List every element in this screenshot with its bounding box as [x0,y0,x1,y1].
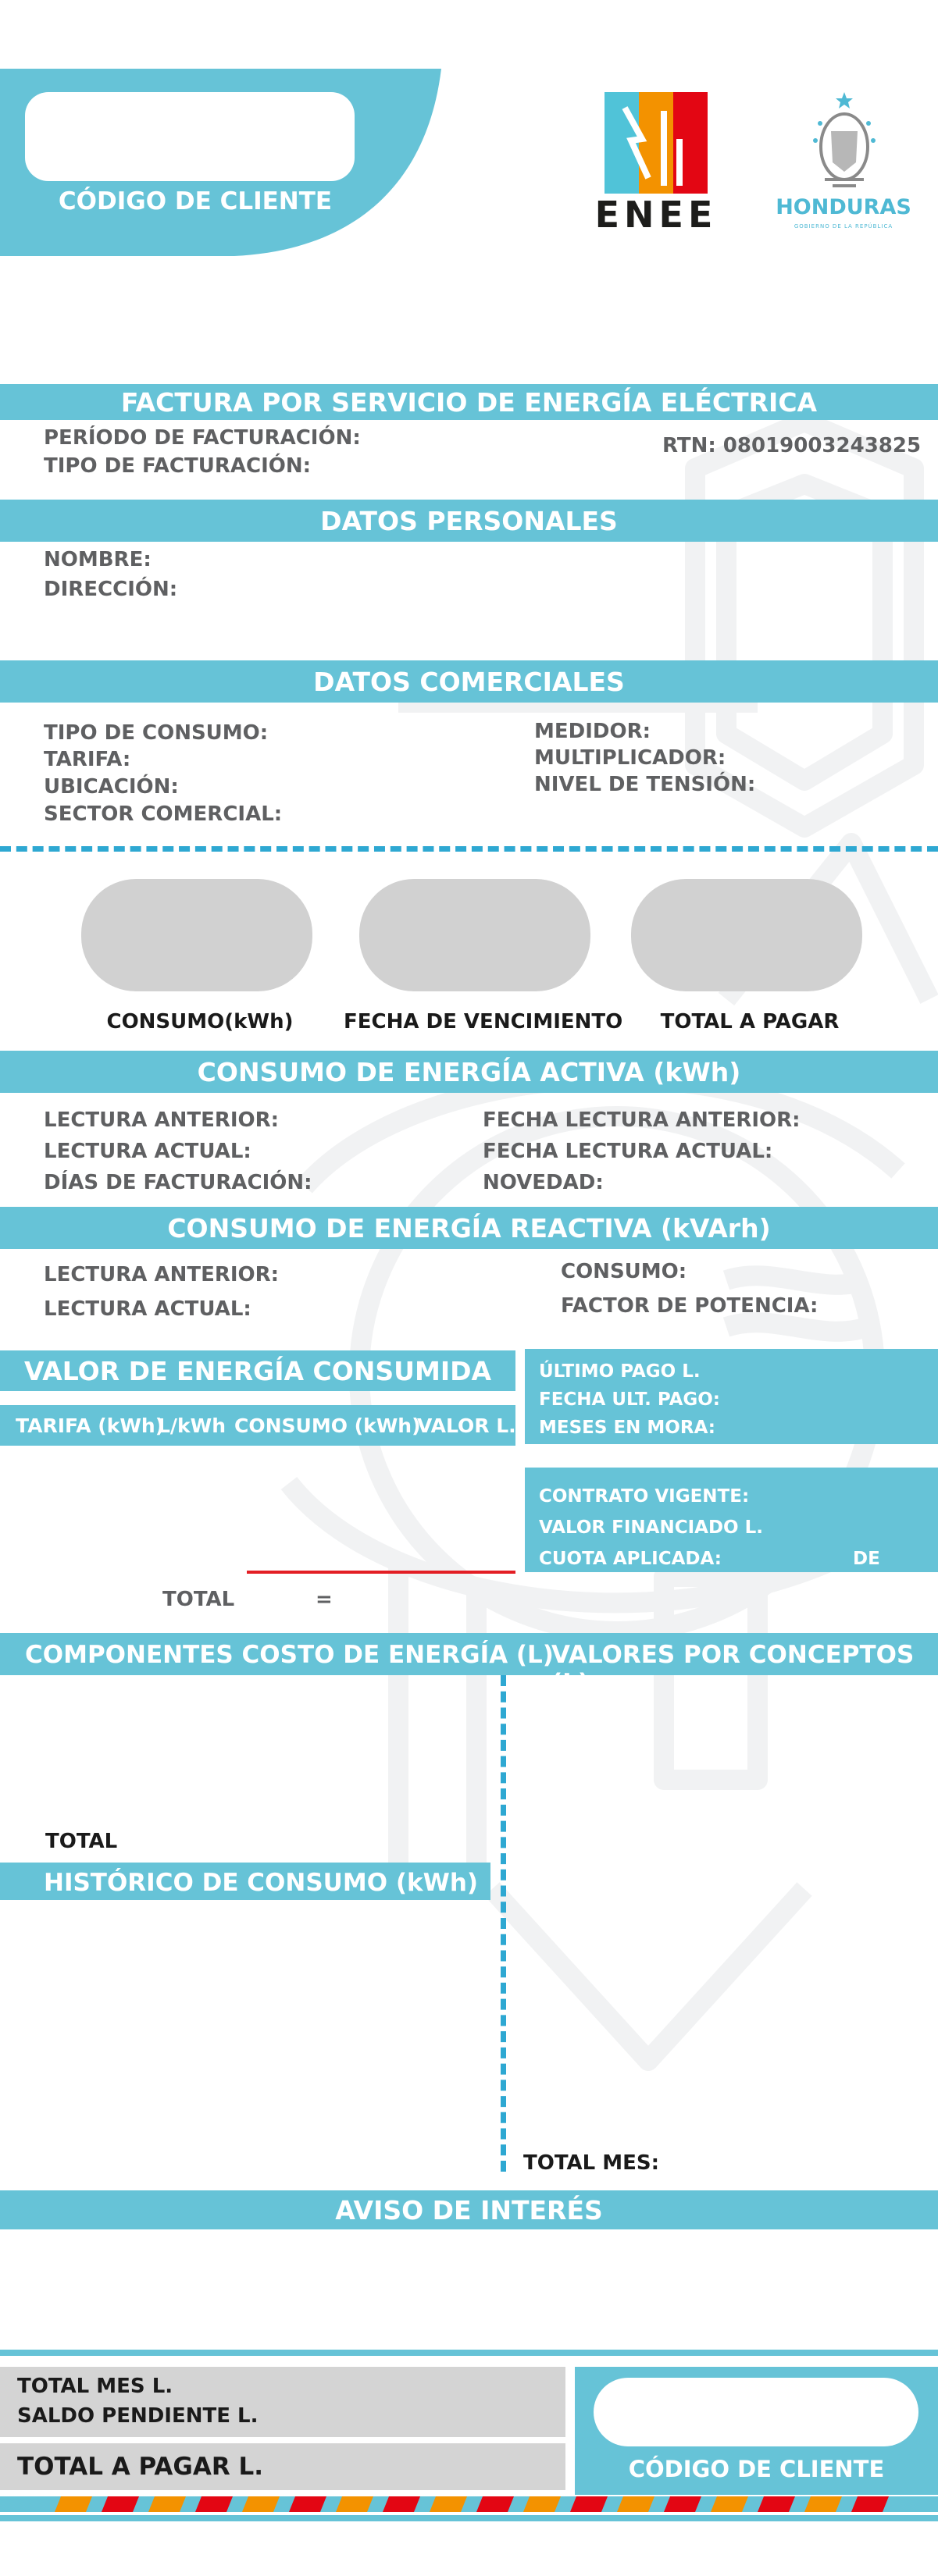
energy-value-band [0,1350,515,1391]
financed-value-label: VALOR FINANCIADO L. [539,1517,763,1538]
reactive-curr-reading-label: LECTURA ACTUAL: [44,1297,251,1321]
enee-logo-text: ENEE [594,194,718,236]
invoice-title-band [0,384,938,420]
col-consumption-header: CONSUMO (kWh) [234,1414,421,1437]
news-label: NOVEDAD: [483,1171,604,1194]
invoice-title: FACTURA POR SERVICIO DE ENERGÍA ELÉCTRICA [120,386,818,418]
history-band [0,1863,490,1900]
rtn-number: RTN: 08019003243825 [662,434,922,457]
enee-logo-icon [601,92,711,195]
stripe-segment [148,2496,186,2512]
tariff-label: TARIFA: [44,748,131,771]
installment-label: CUOTA APLICADA: [539,1549,722,1569]
due-date-value-pill [359,879,590,991]
billing-period-label: PERÍODO DE FACTURACIÓN: [44,426,361,450]
total-value-pill [631,879,862,991]
stripe-segment [664,2496,701,2512]
stripe-segment [758,2496,795,2512]
active-curr-reading-label: LECTURA ACTUAL: [44,1140,251,1163]
tear-line [0,846,938,852]
footer-total-to-pay-label: TOTAL A PAGAR L. [17,2453,264,2481]
honduras-coat-of-arms-icon [809,92,879,194]
billing-days-label: DÍAS DE FACTURACIÓN: [44,1171,312,1194]
reactive-consumption-label: CONSUMO: [561,1260,687,1283]
components-divider [501,1675,506,2172]
stripe-segment [336,2496,373,2512]
footer-month-total-label: TOTAL MES L. [17,2375,173,2398]
footer-color-stripe [0,2496,938,2512]
subtotal-red-line [247,1571,515,1574]
consumption-type-label: TIPO DE CONSUMO: [44,721,269,745]
contract-label: CONTRATO VIGENTE: [539,1486,750,1507]
footer-bottom-rule [0,2515,938,2521]
stripe-segment [523,2496,561,2512]
personal-data-band [0,500,938,542]
stripe-segment [289,2496,326,2512]
stripe-segment [617,2496,654,2512]
multiplier-label: MULTIPLICADOR: [534,746,726,770]
history-title: HISTÓRICO DE CONSUMO (kWh) [44,1869,479,1897]
honduras-logo-subtitle: GOBIERNO DE LA REPÚBLICA [794,223,893,229]
total-summary-label: TOTAL A PAGAR [660,1010,840,1034]
consumption-value-pill [81,879,312,991]
months-due-label: MESES EN MORA: [539,1418,715,1438]
personal-data-title: DATOS PERSONALES [320,505,618,536]
meter-label: MEDIDOR: [534,720,651,743]
active-prev-reading-label: LECTURA ANTERIOR: [44,1108,280,1132]
prev-reading-date-label: FECHA LECTURA ANTERIOR: [483,1108,801,1132]
stripe-segment [383,2496,420,2512]
footer-top-rule [0,2350,938,2356]
installment-of-label: DE [853,1549,880,1569]
power-factor-label: FACTOR DE POTENCIA: [561,1294,819,1318]
client-code-label: CÓDIGO DE CLIENTE [58,187,333,215]
col-tariff-header: TARIFA (kWh) [16,1414,165,1437]
col-value-header: VALOR L. [417,1414,516,1437]
last-payment-date-label: FECHA ULT. PAGO: [539,1389,720,1410]
last-payment-label: ÚLTIMO PAGO L. [539,1361,701,1382]
stripe-segment [55,2496,92,2512]
stripe-segment [804,2496,842,2512]
stripe-segment [102,2496,139,2512]
energy-total-label: TOTAL [162,1588,235,1611]
stripe-segment [476,2496,514,2512]
stripe-segment [851,2496,889,2512]
consumption-summary-label: CONSUMO(kWh) [106,1010,294,1034]
month-total-label: TOTAL MES: [523,2151,660,2175]
footer-client-code-value-box [594,2378,918,2446]
stripe-segment [195,2496,233,2512]
honduras-logo-text: HONDURAS [776,195,911,219]
curr-reading-date-label: FECHA LECTURA ACTUAL: [483,1140,773,1163]
client-code-value-box [25,92,355,181]
commercial-sector-label: SECTOR COMERCIAL: [44,802,283,826]
commercial-data-band [0,660,938,703]
energy-value-title: VALOR DE ENERGÍA CONSUMIDA [23,1355,492,1386]
address-label: DIRECCIÓN: [44,578,178,601]
active-energy-title: CONSUMO DE ENERGÍA ACTIVA (kWh) [197,1056,741,1087]
voltage-level-label: NIVEL DE TENSIÓN: [534,773,756,796]
notice-band [0,2190,938,2229]
active-energy-band [0,1051,938,1093]
components-right-title: VALORES POR CONCEPTOS (L) [551,1641,915,1697]
stripe-segment [711,2496,748,2512]
components-left-title: COMPONENTES COSTO DE ENERGÍA (L) [25,1641,554,1669]
name-label: NOMBRE: [44,548,152,571]
due-date-summary-label: FECHA DE VENCIMIENTO [344,1010,623,1034]
energy-total-equals: = [316,1588,333,1611]
components-total-label: TOTAL [45,1830,118,1853]
footer-client-code-label: CÓDIGO DE CLIENTE [628,2456,885,2482]
reactive-energy-band [0,1207,938,1249]
commercial-data-title: DATOS COMERCIALES [313,666,625,697]
footer-pending-balance-label: SALDO PENDIENTE L. [17,2404,259,2428]
stripe-segment [242,2496,280,2512]
energy-value-columns-band [0,1405,515,1446]
reactive-energy-title: CONSUMO DE ENERGÍA REACTIVA (kVArh) [167,1212,771,1244]
col-lkwh-header: L/kWh [158,1414,226,1437]
stripe-segment [430,2496,467,2512]
reactive-prev-reading-label: LECTURA ANTERIOR: [44,1263,280,1286]
stripe-segment [570,2496,608,2512]
components-band [0,1633,938,1697]
location-label: UBICACIÓN: [44,775,179,799]
notice-title: AVISO DE INTERÉS [335,2194,603,2226]
billing-type-label: TIPO DE FACTURACIÓN: [44,454,311,478]
